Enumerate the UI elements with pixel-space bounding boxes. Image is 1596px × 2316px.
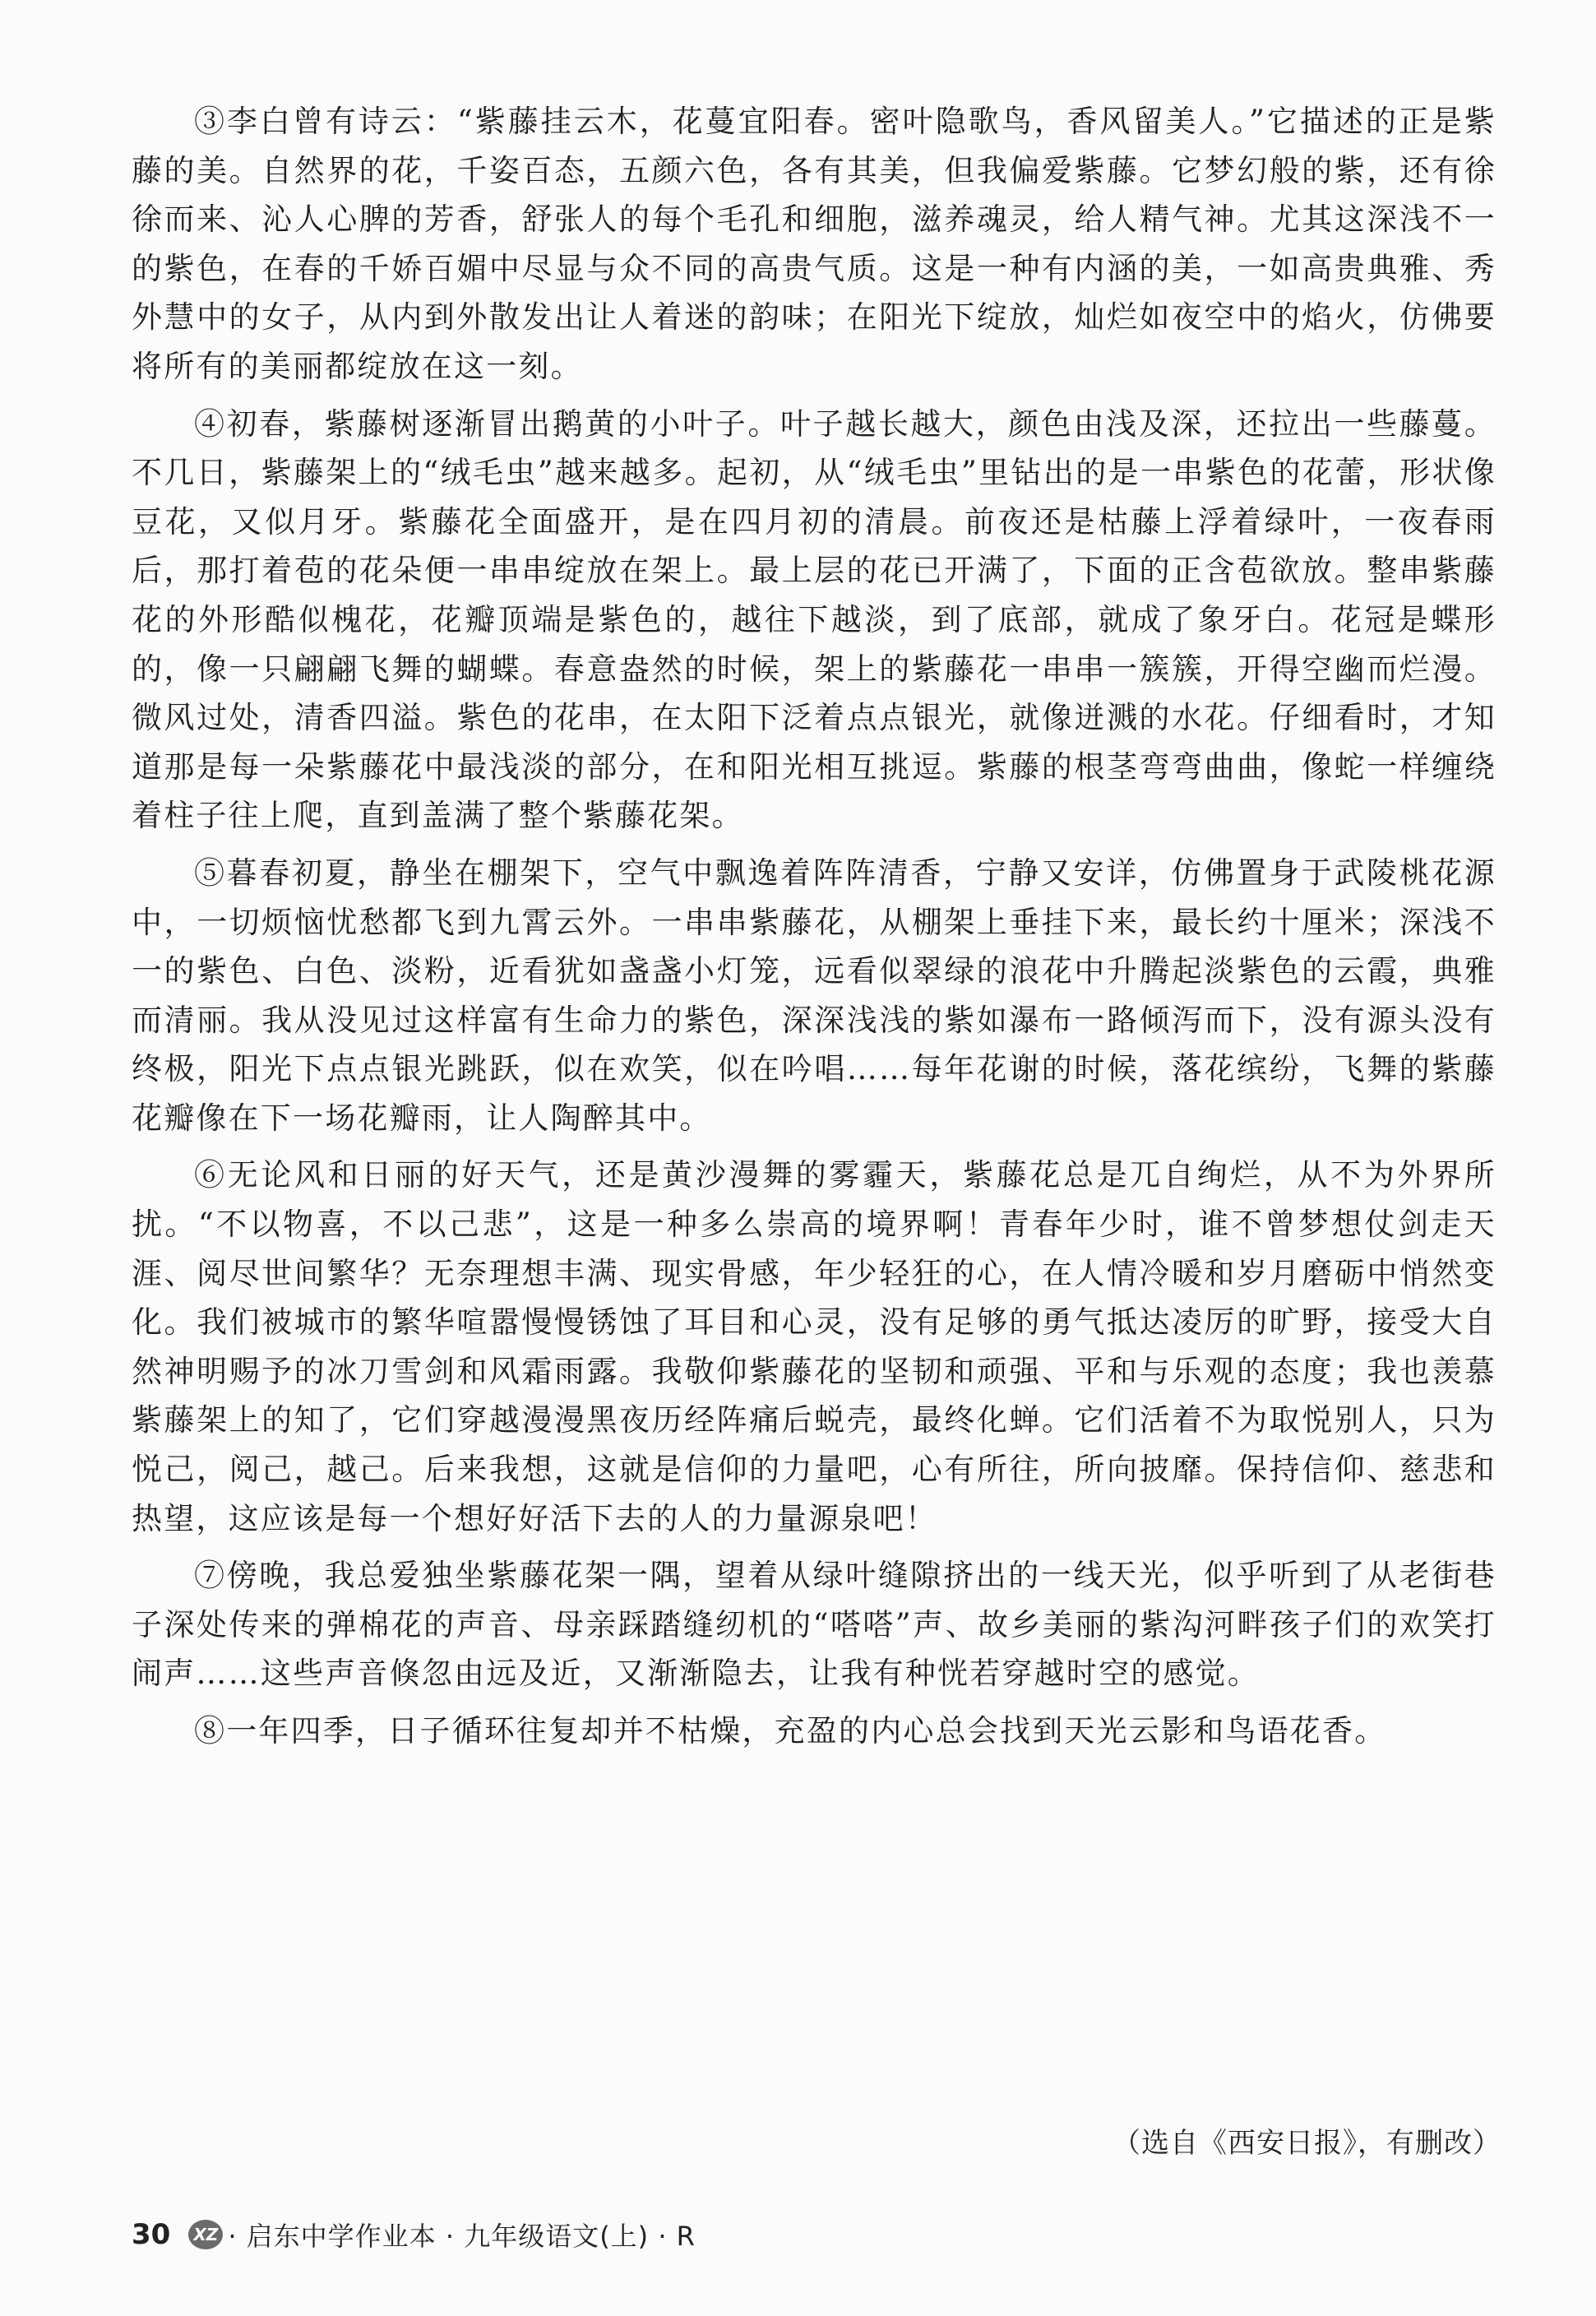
source-citation: （选自《西安日报》，有删改） [1113, 2127, 1501, 2160]
paragraph-8: ⑧一年四季，日子循环往复却并不枯燥，充盈的内心总会找到天光云影和鸟语花香。 [194, 1713, 1387, 1749]
xz-logo-icon: XZ [188, 2220, 223, 2249]
page-footer [132, 2216, 696, 2253]
paragraph-5: ⑤暮春初夏，静坐在棚架下，空气中飘逸着阵阵清香，宁静又安详，仿佛置身于武陵桃花源中，一切烦恼忧愁都飞到九霄云外。一串串紫藤花，从棚架上垂挂下来，最长约十厘米；深浅不一的紫色、白色、淡粉，近看犹如盏盏小灯笼，远看似翠绿的浪花中升腾起淡紫色的云霞，典雅而清丽。我从没见过这样富有生命力的紫色，深深浅浅的紫如瀑布一路倾泻而下，没有源头没有终极，阳光下点点银光跳跃，似在欢笑，似在吟唱……每年花谢的时候，落花缤纷，飞舞的紫藤花瓣像在下一场花瓣雨，让人陶醉其中。 [132, 855, 1497, 1136]
book-title: · 启东中学作业本 · 九年级语文(上) · R [228, 2221, 696, 2252]
article-body [132, 97, 1497, 1764]
paragraph-4: ④初春，紫藤树逐渐冒出鹅黄的小叶子。叶子越长越大，颜色由浅及深，还拉出一些藤蔓。不几日，紫藤架上的“绒毛虫”越来越多。起初，从“绒毛虫”里钻出的是一串紫色的花蕾，形状像豆花，又似月牙。紫藤花全面盛开，是在四月初的清晨。前夜还是枯藤上浮着绿叶，一夜春雨后，那打着苞的花朵便一串串绽放在架上。最上层的花已开满了，下面的正含苞欲放。整串紫藤花的外形酷似槐花，花瓣顶端是紫色的，越往下越淡，到了底部，就成了象牙白。花冠是蝶形的，像一只翩翩飞舞的蝴蝶。春意盎然的时候，架上的紫藤花一串串一簇簇，开得空幽而烂漫。微风过处，清香四溢。紫色的花串，在太阳下泛着点点银光，就像迸溅的水花。仔细看时，才知道那是每一朵紫藤花中最浅淡的部分，在和阳光相互挑逗。紫藤的根茎弯弯曲曲，像蛇一样缠绕着柱子往上爬，直到盖满了整个紫藤花架。 [132, 405, 1497, 834]
paragraph-7: ⑦傍晚，我总爱独坐紫藤花架一隅，望着从绿叶缝隙挤出的一线天光，似乎听到了从老街巷子深处传来的弹棉花的声音、母亲踩踏缝纫机的“嗒嗒”声、故乡美丽的紫沟河畔孩子们的欢笑打闹声……这些声音倏忽由远及近，又渐渐隐去，让我有种恍若穿越时空的感觉。 [132, 1558, 1497, 1692]
paragraph-6: ⑥无论风和日丽的好天气，还是黄沙漫舞的雾霾天，紫藤花总是兀自绚烂，从不为外界所扰。“不以物喜，不以己悲”，这是一种多么崇高的境界啊！青春年少时，谁不曾梦想仗剑走天涯、阅尽世间繁华？无奈理想丰满、现实骨感，年少轻狂的心，在人情冷暖和岁月磨砺中悄然变化。我们被城市的繁华喧嚣慢慢锈蚀了耳目和心灵，没有足够的勇气抵达凌厉的旷野，接受大自然神明赐予的冰刀雪剑和风霜雨露。我敬仰紫藤花的坚韧和顽强、平和与乐观的态度；我也羡慕紫藤架上的知了，它们穿越漫漫黑夜历经阵痛后蜕壳，最终化蝉。它们活着不为取悦别人，只为悦己，阅己，越己。后来我想，这就是信仰的力量吧，心有所往，所向披靡。保持信仰、慈悲和热望，这应该是每一个想好好活下去的人的力量源泉吧！ [132, 1157, 1497, 1536]
page-number: 30 [132, 2218, 171, 2251]
paragraph-3: ③李白曾有诗云：“紫藤挂云木，花蔓宜阳春。密叶隐歌鸟，香风留美人。”它描述的正是紫藤的美。自然界的花，千姿百态，五颜六色，各有其美，但我偏爱紫藤。它梦幻般的紫，还有徐徐而来、沁人心脾的芳香，舒张人的每个毛孔和细胞，滋养魂灵，给人精气神。尤其这深浅不一的紫色，在春的千娇百媚中尽显与众不同的高贵气质。这是一种有内涵的美，一如高贵典雅、秀外慧中的女子，从内到外散发出让人着迷的韵味；在阳光下绽放，灿烂如夜空中的焰火，仿佛要将所有的美丽都绽放在这一刻。 [132, 104, 1497, 384]
